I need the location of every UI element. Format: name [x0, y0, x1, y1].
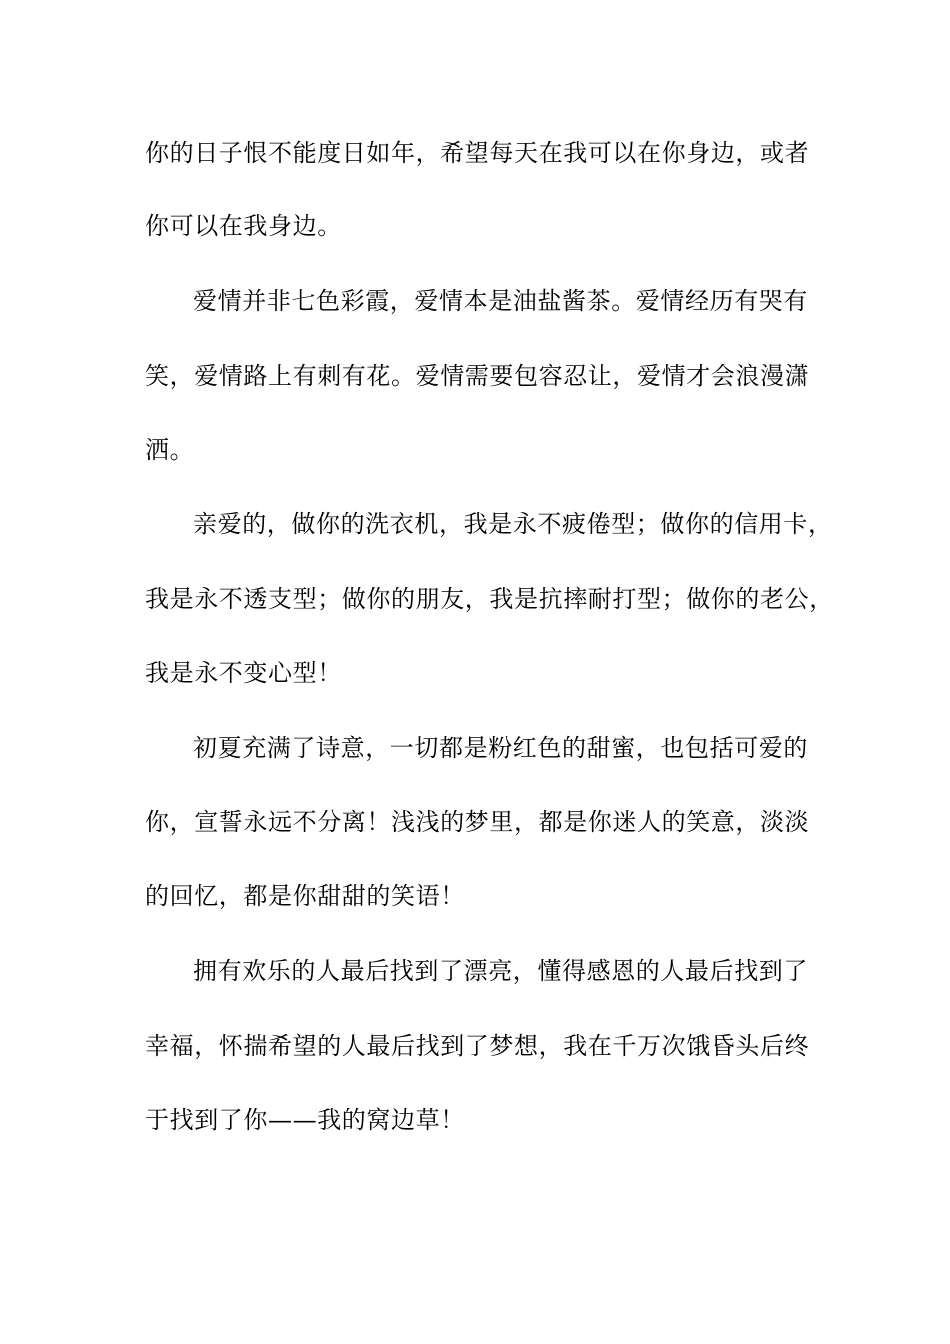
paragraph-line: 拥有欢乐的人最后找到了漂亮，懂得感恩的人最后找到了 — [193, 957, 808, 985]
paragraph-line: 你，宣誓永远不分离！浅浅的梦里，都是你迷人的笑意，淡淡 — [145, 808, 810, 836]
paragraph-line: 我是永不透支型；做你的朋友，我是抗摔耐打型；做你的老公， — [145, 585, 834, 613]
paragraph-line: 亲爱的，做你的洗衣机，我是永不疲倦型；做你的信用卡， — [193, 510, 833, 538]
paragraph-line: 于找到了你——我的窝边草！ — [145, 1106, 465, 1134]
paragraph-line: 初夏充满了诗意，一切都是粉红色的甜蜜，也包括可爱的 — [193, 734, 808, 762]
paragraph-line: 的回忆，都是你甜甜的笑语！ — [145, 882, 465, 910]
paragraph-line: 我是永不变心型！ — [145, 659, 342, 687]
paragraph-line: 你可以在我身边。 — [145, 212, 342, 240]
paragraph-line: 幸福，怀揣希望的人最后找到了梦想，我在千万次饿昏头后终 — [145, 1032, 810, 1060]
paragraph-line: 洒。 — [145, 436, 195, 464]
paragraph-line: 你的日子恨不能度日如年，希望每天在我可以在你身边，或者 — [145, 139, 810, 167]
paragraph-line: 笑，爱情路上有刺有花。爱情需要包容忍让，爱情才会浪漫潇 — [145, 362, 810, 390]
paragraph-line: 爱情并非七色彩霞，爱情本是油盐酱茶。爱情经历有哭有 — [193, 287, 808, 315]
